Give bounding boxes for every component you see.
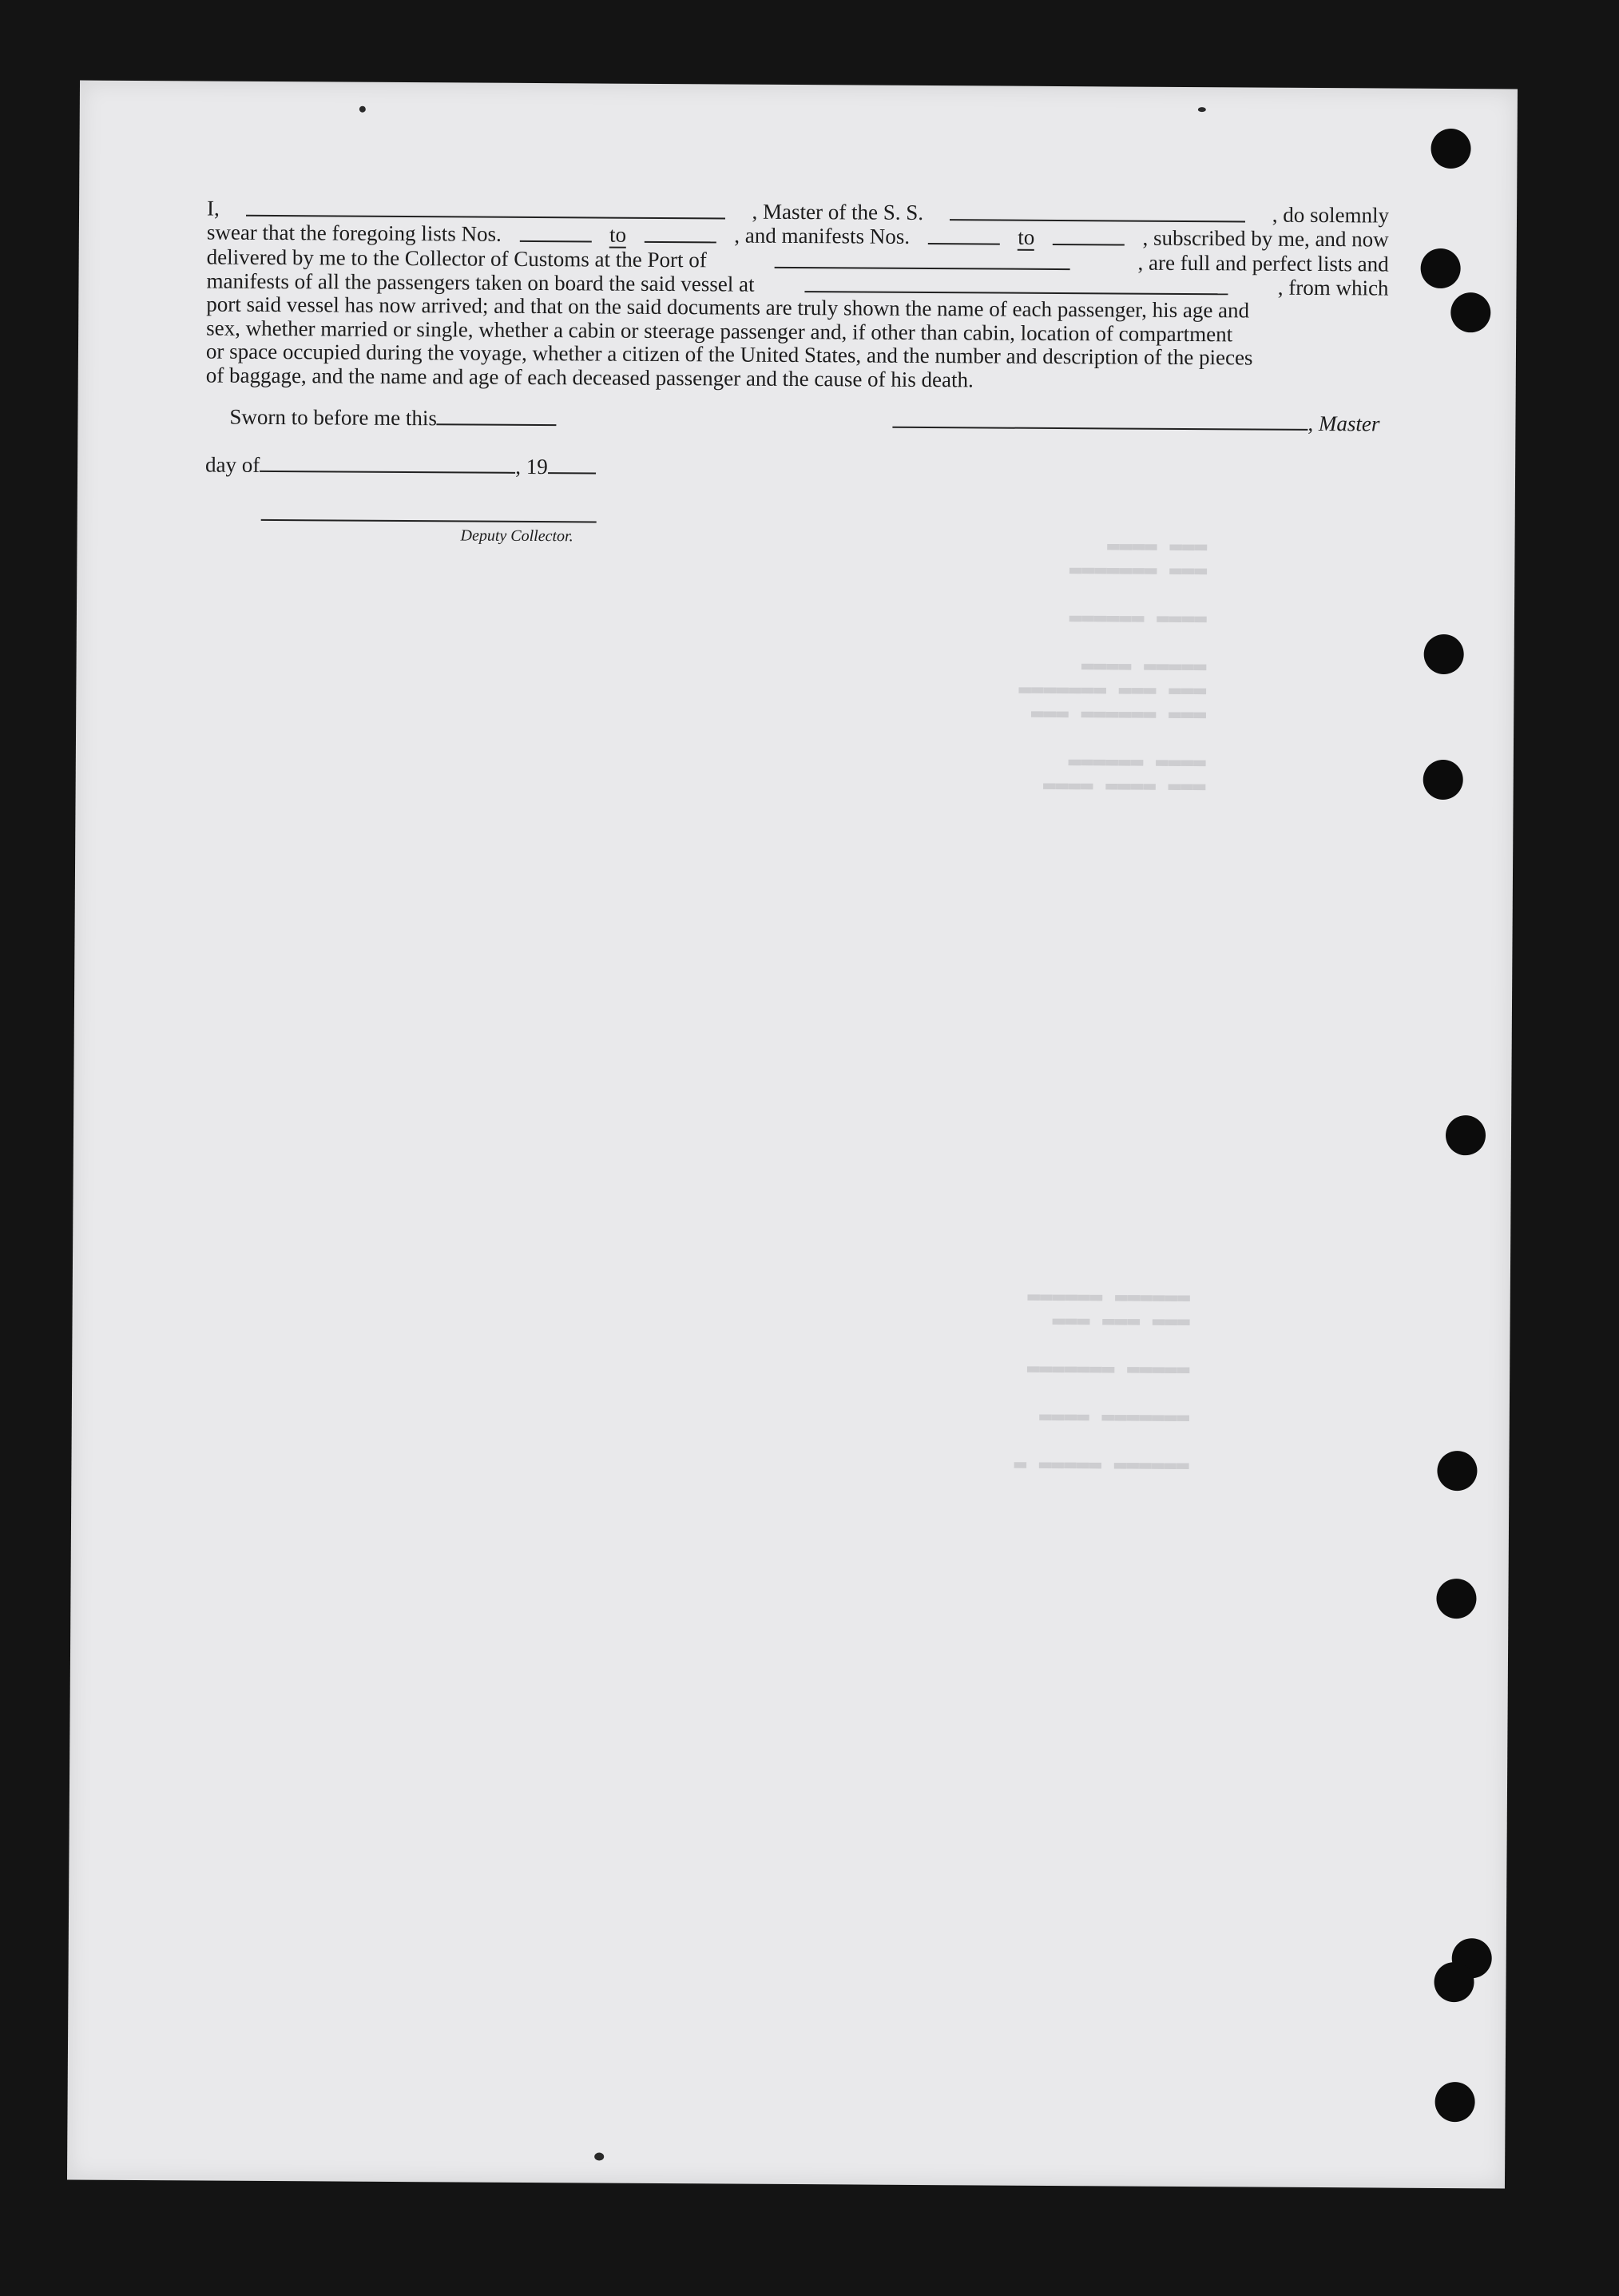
manifest-to-blank[interactable] [1053,225,1125,245]
deputy-signature-line[interactable] [261,519,597,523]
oath-to-2: to [1018,225,1034,251]
oath-line-5: port said vessel has now arrived; and that on the said documents are truly shown the name of each passenger, his age and [206,292,1250,323]
punch-hole [1436,1579,1476,1619]
year-blank[interactable] [548,455,596,474]
sworn-to-label: Sworn to before me this [229,404,438,431]
deputy-collector-label: Deputy Collector. [460,526,573,546]
list-from-blank[interactable] [519,222,591,242]
master-signature-blank[interactable] [892,409,1308,431]
day-of-line [205,452,596,479]
punch-hole [1446,1115,1486,1155]
oath-line-6: sex, whether married or single, whether a cabin or steerage passenger and, if other than cabin, location of compartment [206,315,1233,346]
vessel-name-blank[interactable] [950,201,1245,222]
speck [1198,107,1206,112]
punch-hole [1423,760,1463,800]
oath-manifests-all: manifests of all the passengers taken on board the said vessel at [206,268,755,296]
oath-solemnly: , do solemnly [1272,202,1390,228]
sworn-day-blank[interactable] [437,406,557,426]
oath-subscribed: , subscribed by me, and now [1142,225,1389,252]
punch-hole [1424,634,1464,674]
oath-master-of: , Master of the S. S. [752,199,924,224]
speck [594,2153,604,2161]
oath-paragraph [206,197,1389,395]
oath-to-1: to [609,223,626,248]
punch-hole [1450,292,1490,332]
oath-from-which: , from which [1277,275,1389,300]
punch-hole [1431,129,1470,169]
sworn-line [229,405,557,432]
port-blank[interactable] [775,249,1070,270]
master-name-blank[interactable] [246,197,725,220]
list-to-blank[interactable] [645,223,716,243]
speck [359,106,366,113]
oath-full-perfect: , are full and perfect lists and [1137,250,1389,276]
punch-hole [1434,1962,1474,2002]
master-signature [892,409,1379,437]
oath-line-7: or space occupied during the voyage, whether a citizen of the United States, and the number and description of the pieces [205,339,1253,370]
manifest-page [67,81,1518,2189]
punch-hole [1420,248,1460,288]
manifest-from-blank[interactable] [928,225,1000,245]
master-label: , Master [1308,411,1380,436]
bleed-through-2: ▬▬▬▬▬▬ ▬▬▬▬▬▬ ▬▬▬ ▬▬▬ ▬▬▬ ▬▬▬▬▬ ▬▬▬▬▬▬▬ ▬▬▬▬▬▬▬ ▬▬▬▬ ▬▬▬▬▬▬ ▬▬▬▬▬ ▬ [1014,1284,1191,1478]
day-of-label: day of [205,452,260,477]
bleed-through-1: ▬▬▬ ▬▬▬▬ ▬▬▬ ▬▬▬▬▬▬▬ ▬▬▬▬ ▬▬▬▬▬▬ ▬▬▬▬▬ ▬▬▬▬ ▬▬▬ ▬▬▬ ▬▬▬▬▬▬▬ ▬▬▬ ▬▬▬▬▬▬ ▬▬▬ ▬▬▬▬ ▬▬▬▬▬▬ ▬▬▬ ▬▬▬▬ ▬▬▬▬ [1018,534,1208,799]
oath-delivered: delivered by me to the Collector of Customs at the Port of [206,244,707,272]
embarkation-port-blank[interactable] [804,273,1228,295]
oath-swear: swear that the foregoing lists Nos. [206,220,502,246]
punch-hole [1434,2082,1474,2122]
punch-hole [1437,1451,1477,1491]
oath-and-manifests: , and manifests Nos. [734,223,911,248]
oath-line-8: of baggage, and the name and age of each deceased passenger and the cause of his death. [205,362,974,391]
year-label: , 19 [515,454,548,479]
month-blank[interactable] [260,453,515,474]
oath-i: I, [206,196,220,220]
